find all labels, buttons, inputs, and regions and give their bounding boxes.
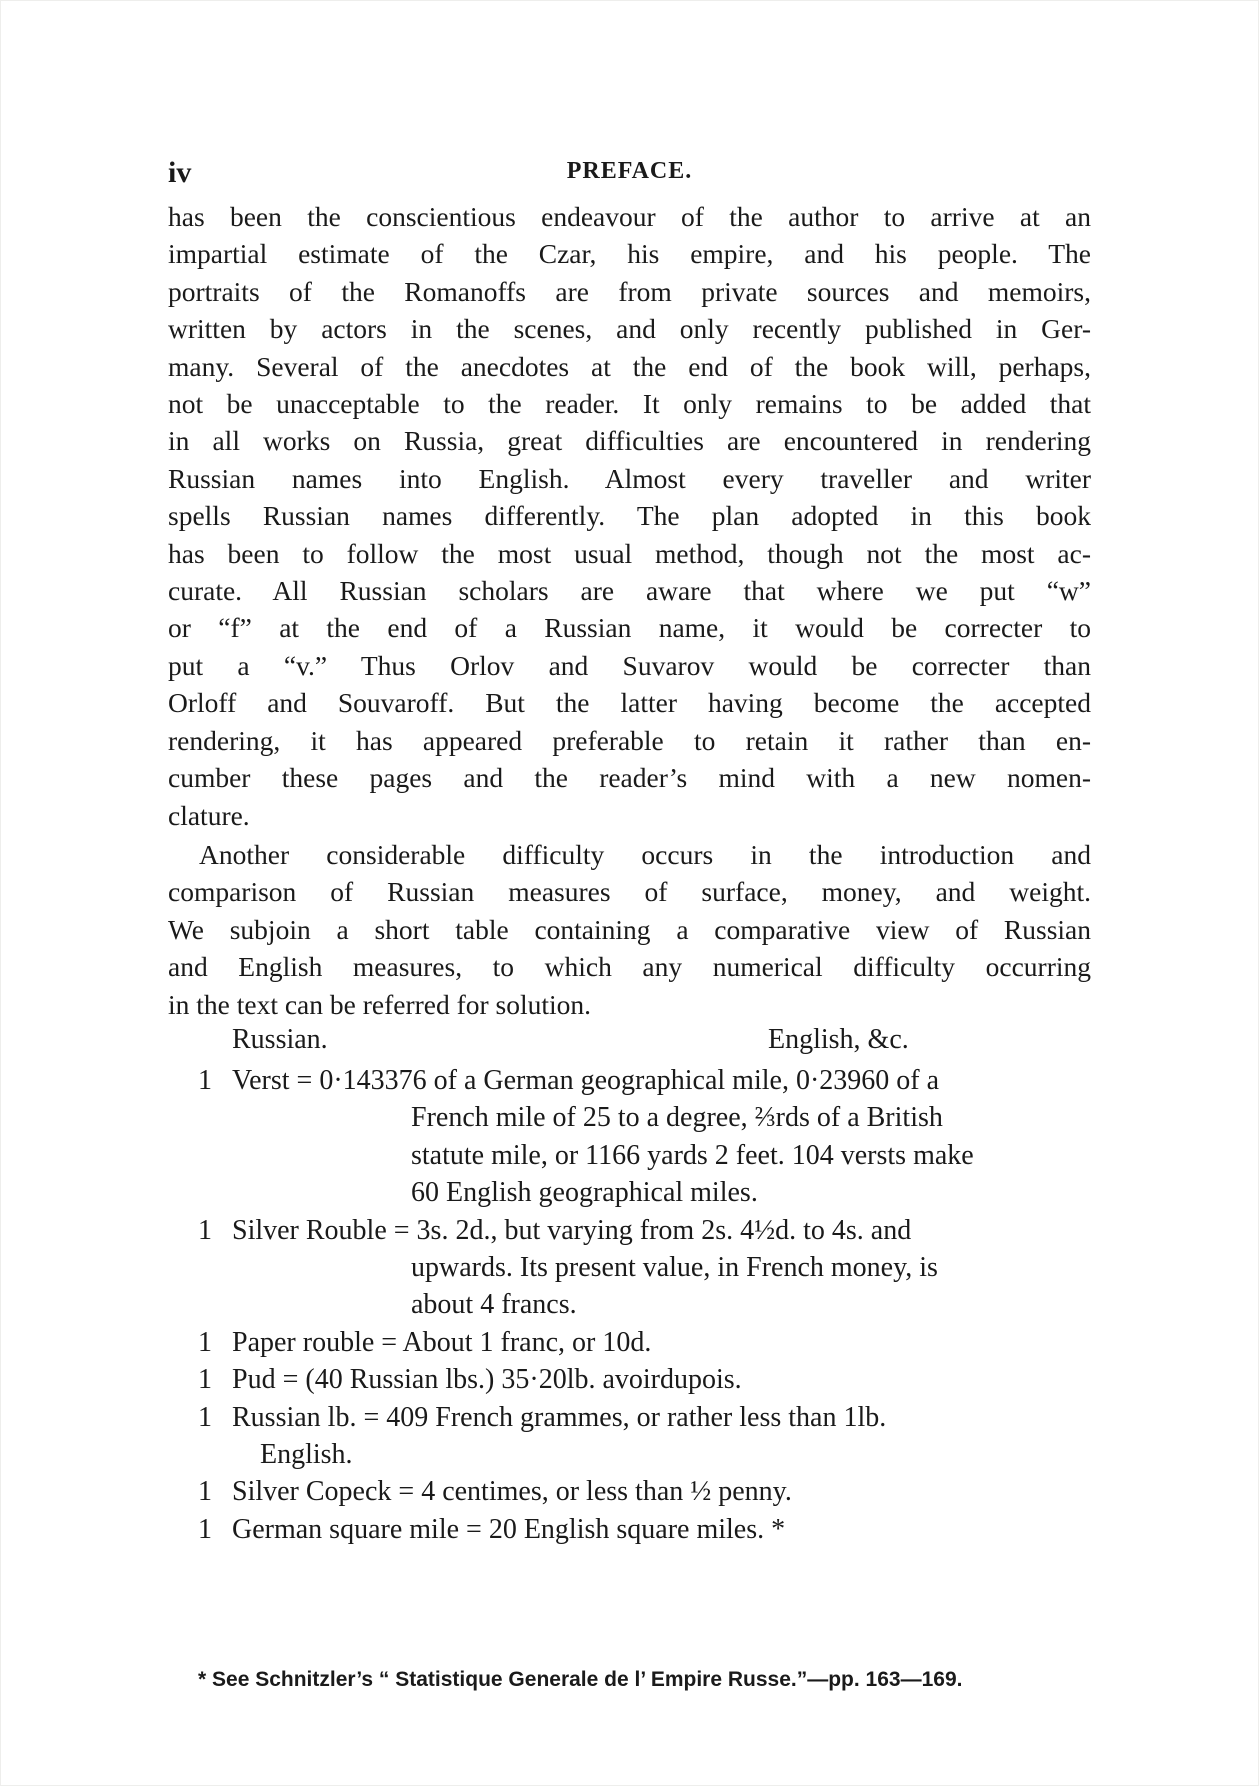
text-line: in the text can be referred for solution. <box>168 988 592 1020</box>
footnote: * See Schnitzler’s “ Statistique Generale de l’ Empire Russe.”—pp. 163—169. <box>198 1668 963 1691</box>
table-row <box>198 1473 1091 1510</box>
measures-table <box>198 1062 1091 1548</box>
row-continuation-line: English. <box>260 1439 353 1471</box>
row-text <box>232 1511 1091 1548</box>
text-line: not be unacceptable to the reader. It only remains to be added that <box>168 388 1091 420</box>
row-number: 1 <box>198 1326 212 1358</box>
paragraph-1 <box>168 198 1091 834</box>
column-english: English, &c. <box>768 1024 909 1055</box>
column-russian: Russian. <box>232 1024 328 1055</box>
text-line: curate. All Russian scholars are aware that where we put “w” <box>168 575 1091 607</box>
row-text <box>232 1212 1091 1324</box>
row-number: 1 <box>198 1214 212 1246</box>
table-row <box>198 1212 1091 1324</box>
row-first-line: German square mile = 20 English square miles. * <box>232 1513 786 1545</box>
text-line: has been to follow the most usual method, though not the most ac- <box>168 537 1091 569</box>
measures-table-header <box>232 1024 1091 1064</box>
text-line: impartial estimate of the Czar, his empire, and his people. The <box>168 238 1091 270</box>
text-line: and English measures, to which any numerical difficulty occurring <box>168 951 1091 983</box>
text-line: spells Russian names differently. The plan adopted in this book <box>168 500 1091 532</box>
table-row <box>198 1062 1091 1212</box>
table-row <box>198 1399 1091 1474</box>
row-first-line: Silver Rouble = 3s. 2d., but varying from 2s. 4½d. to 4s. and <box>232 1214 912 1246</box>
text-line: many. Several of the anecdotes at the end of the book will, perhaps, <box>168 350 1091 382</box>
table-row <box>198 1511 1091 1548</box>
text-line: or “f” at the end of a Russian name, it would be correcter to <box>168 612 1091 644</box>
text-line: put a “v.” Thus Orlov and Suvarov would be correcter than <box>168 649 1091 681</box>
main-text <box>168 198 1091 1023</box>
row-text <box>232 1473 1091 1510</box>
row-text <box>232 1062 1091 1212</box>
row-continuation-line: 60 English geographical miles. <box>411 1177 758 1209</box>
text-line: cumber these pages and the reader’s mind with a new nomen- <box>168 762 1091 794</box>
row-text <box>232 1399 1091 1474</box>
row-continuation-line: about 4 francs. <box>411 1289 577 1321</box>
row-first-line: Russian lb. = 409 French grammes, or rather less than 1lb. <box>232 1401 887 1433</box>
text-line: comparison of Russian measures of surface, money, and weight. <box>168 876 1091 908</box>
text-line: in all works on Russia, great difficulties are encountered in rendering <box>168 425 1091 457</box>
row-first-line: Silver Copeck = 4 centimes, or less than ½ penny. <box>232 1476 792 1508</box>
paragraph-2 <box>168 836 1091 1023</box>
row-first-line: Verst = 0·143376 of a German geographical mile, 0·23960 of a <box>232 1065 940 1096</box>
row-number: 1 <box>198 1476 212 1508</box>
row-number: 1 <box>198 1364 212 1396</box>
text-line: portraits of the Romanoffs are from private sources and memoirs, <box>168 275 1091 307</box>
text-line: written by actors in the scenes, and only recently published in Ger- <box>168 313 1091 345</box>
page-number: iv <box>168 156 192 189</box>
text-line: has been the conscientious endeavour of the author to arrive at an <box>168 201 1091 232</box>
row-first-line: Pud = (40 Russian lbs.) 35·20lb. avoirdupois. <box>232 1364 742 1396</box>
running-head: PREFACE. <box>566 158 693 184</box>
table-row <box>198 1361 1091 1398</box>
row-continuation-line: French mile of 25 to a degree, ⅔rds of a British <box>411 1102 943 1134</box>
row-text <box>232 1361 1091 1398</box>
text-line: rendering, it has appeared preferable to retain it rather than en- <box>168 724 1091 756</box>
row-number: 1 <box>198 1401 212 1433</box>
row-continuation-line: upwards. Its present value, in French money, is <box>411 1252 938 1284</box>
row-number: 1 <box>198 1513 212 1545</box>
row-first-line: Paper rouble = About 1 franc, or 10d. <box>232 1326 652 1358</box>
text-line: clature. <box>168 799 250 831</box>
text-line: We subjoin a short table containing a comparative view of Russian <box>168 913 1091 945</box>
text-line: Orloff and Souvaroff. But the latter having become the accepted <box>168 687 1091 719</box>
page-header <box>168 156 1091 196</box>
row-text <box>232 1324 1091 1361</box>
table-row <box>198 1324 1091 1361</box>
row-number: 1 <box>198 1065 212 1096</box>
text-line: Russian names into English. Almost every traveller and writer <box>168 462 1091 494</box>
text-line: Another considerable difficulty occurs in the introduction and <box>199 838 1091 870</box>
row-continuation-line: statute mile, or 1166 yards 2 feet. 104 versts make <box>411 1139 974 1171</box>
